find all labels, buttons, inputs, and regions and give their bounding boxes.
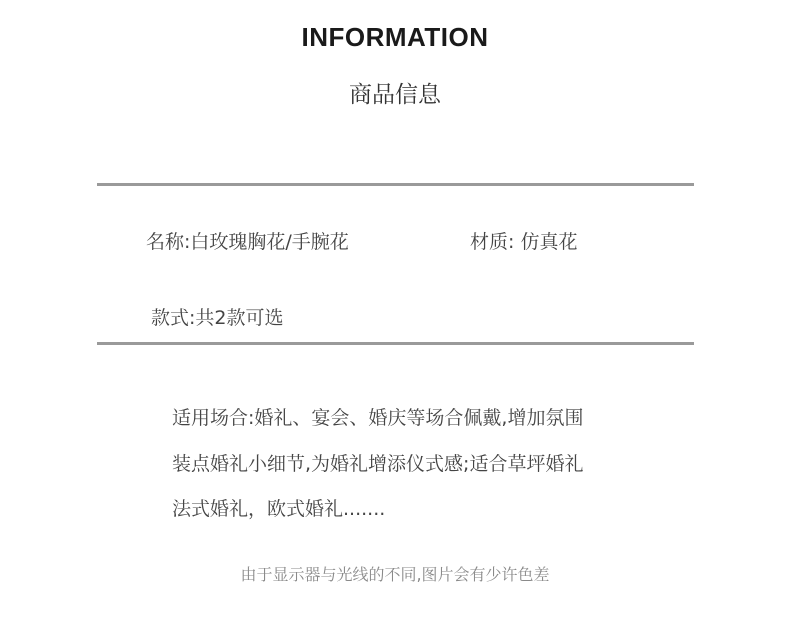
color-disclaimer: 由于显示器与光线的不同,图片会有少许色差 xyxy=(240,565,550,584)
title-en: INFORMATION xyxy=(301,22,489,52)
spec-name: 名称:白玫瑰胸花/手腕花 xyxy=(146,231,349,253)
description-line: 法式婚礼，欧式婚礼....... xyxy=(172,498,386,520)
spec-material: 材质: 仿真花 xyxy=(470,231,578,253)
description-line: 装点婚礼小细节,为婚礼增添仪式感;适合草坪婚礼 xyxy=(172,452,584,475)
title-cn: 商品信息 xyxy=(349,82,441,108)
divider-bottom xyxy=(97,342,694,345)
divider-top xyxy=(97,183,694,186)
description-line: 适用场合:婚礼、宴会、婚庆等场合佩戴,增加氛围 xyxy=(172,407,584,429)
description-block xyxy=(172,396,642,533)
spec-style: 款式:共2款可选 xyxy=(151,307,284,329)
